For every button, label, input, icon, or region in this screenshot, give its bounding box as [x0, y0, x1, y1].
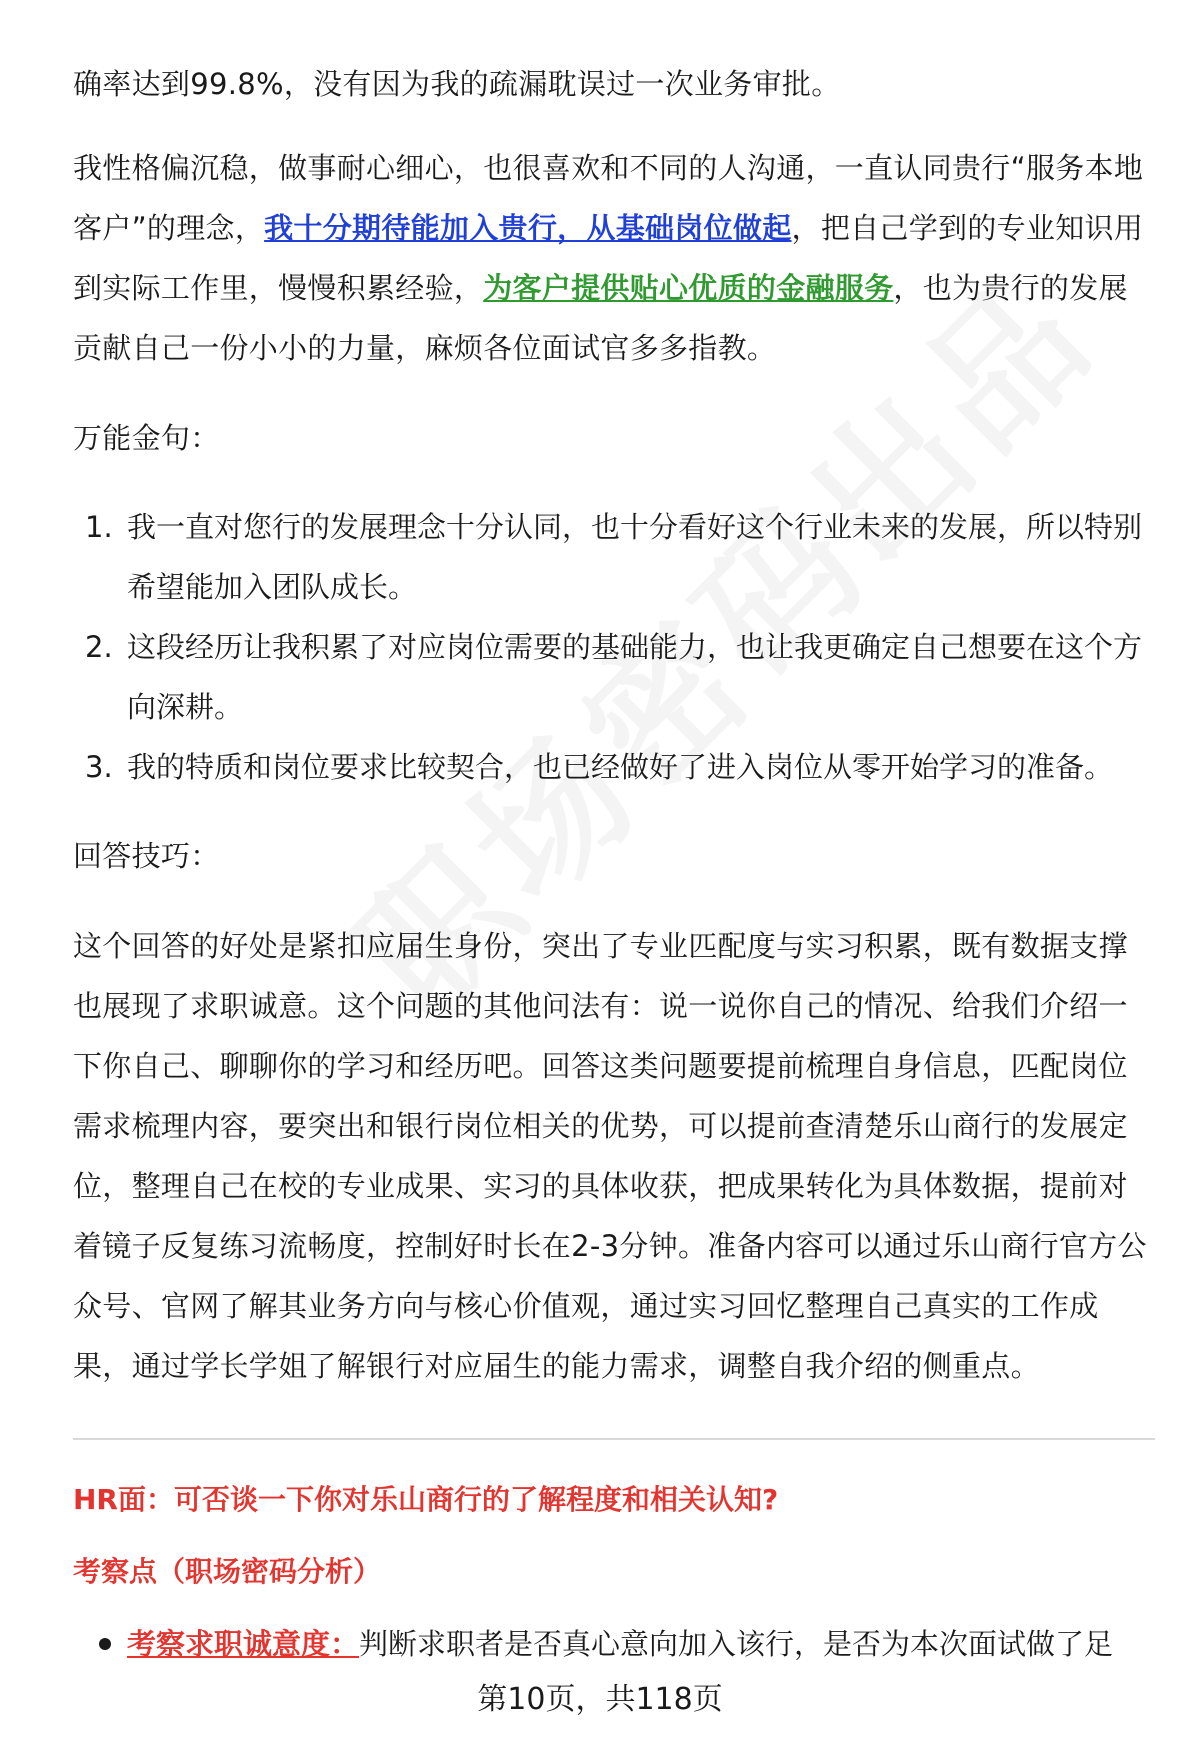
golden-sentences-heading: 万能金句：: [73, 421, 220, 455]
bullet-item: [73, 1614, 1149, 1674]
list-item-text: 我一直对您行的发展理念十分认同，也十分看好这个行业未来的发展，所以特别希望能加入团队成长。: [127, 510, 1143, 604]
paragraph-accuracy: 确率达到99.8%，没有因为我的疏漏耽误过一次业务审批。: [73, 67, 841, 101]
bullet-label: 考察求职诚意度：: [127, 1627, 360, 1661]
hr-question-heading: HR面：可否谈一下你对乐山商行的了解程度和相关认知?: [73, 1483, 779, 1516]
paragraph-intro: [73, 138, 1149, 378]
exam-point-heading: 考察点（职场密码分析）: [73, 1555, 382, 1588]
list-item-text: 我的特质和岗位要求比较契合，也已经做好了进入岗位从零开始学习的准备。: [127, 750, 1114, 784]
answer-tips-heading: 回答技巧：: [73, 839, 220, 873]
bullet-dot-icon: [99, 1638, 111, 1650]
list-item-text: 这段经历让我积累了对应岗位需要的基础能力，也让我更确定自己想要在这个方向深耕。: [127, 630, 1143, 724]
list-item: [73, 497, 1149, 617]
blue-highlight: 我十分期待能加入贵行，从基础岗位做起: [264, 211, 792, 245]
green-highlight: 为客户提供贴心优质的金融服务: [483, 271, 894, 305]
intro-text-3: ，也为贵行的发展贡献自己一份小小的力量，麻烦各位面试官多多指教。: [73, 271, 1128, 365]
list-number: 2.: [85, 630, 113, 664]
list-item: [73, 737, 1149, 797]
page-number-footer: 第10页，共118页: [477, 1682, 723, 1717]
list-number: 3.: [85, 750, 113, 784]
intro-text-1: 我性格偏沉稳，做事耐心细心，也很喜欢和不同的人沟通，一直认同贵行“服务本地客户”的理念，: [73, 151, 1144, 245]
list-item: [73, 617, 1149, 737]
section-divider: [73, 1438, 1155, 1440]
list-number: 1.: [85, 510, 113, 544]
answer-tips-paragraph: 这个回答的好处是紧扣应届生身份，突出了专业匹配度与实习积累，既有数据支撑也展现了求职诚意。这个问题的其他问法有：说一说你自己的情况、给我们介绍一下你自己、聊聊你的学习和经历吧。回答这类问题要提前梳理自身信息，匹配岗位需求梳理内容，要突出和银行岗位相关的优势，可以提前查清楚乐山商行的发展定位，整理自己在校的专业成果、实习的具体收获，把成果转化为具体数据，提前对着镜子反复练习流畅度，控制好时长在2-3分钟。准备内容可以通过乐山商行官方公众号、官网了解其业务方向与核心价值观，通过实习回忆整理自己真实的工作成果，通过学长学姐了解银行对应届生的能力需求，调整自我介绍的侧重点。: [73, 929, 1147, 1383]
golden-sentences-list: [73, 497, 1149, 797]
intro-text-2: ，把自己学到的专业知识用到实际工作里，慢慢积累经验，: [73, 211, 1144, 305]
bullet-text: 判断求职者是否真心意向加入该行，是否为本次面试做了足: [359, 1627, 1114, 1661]
